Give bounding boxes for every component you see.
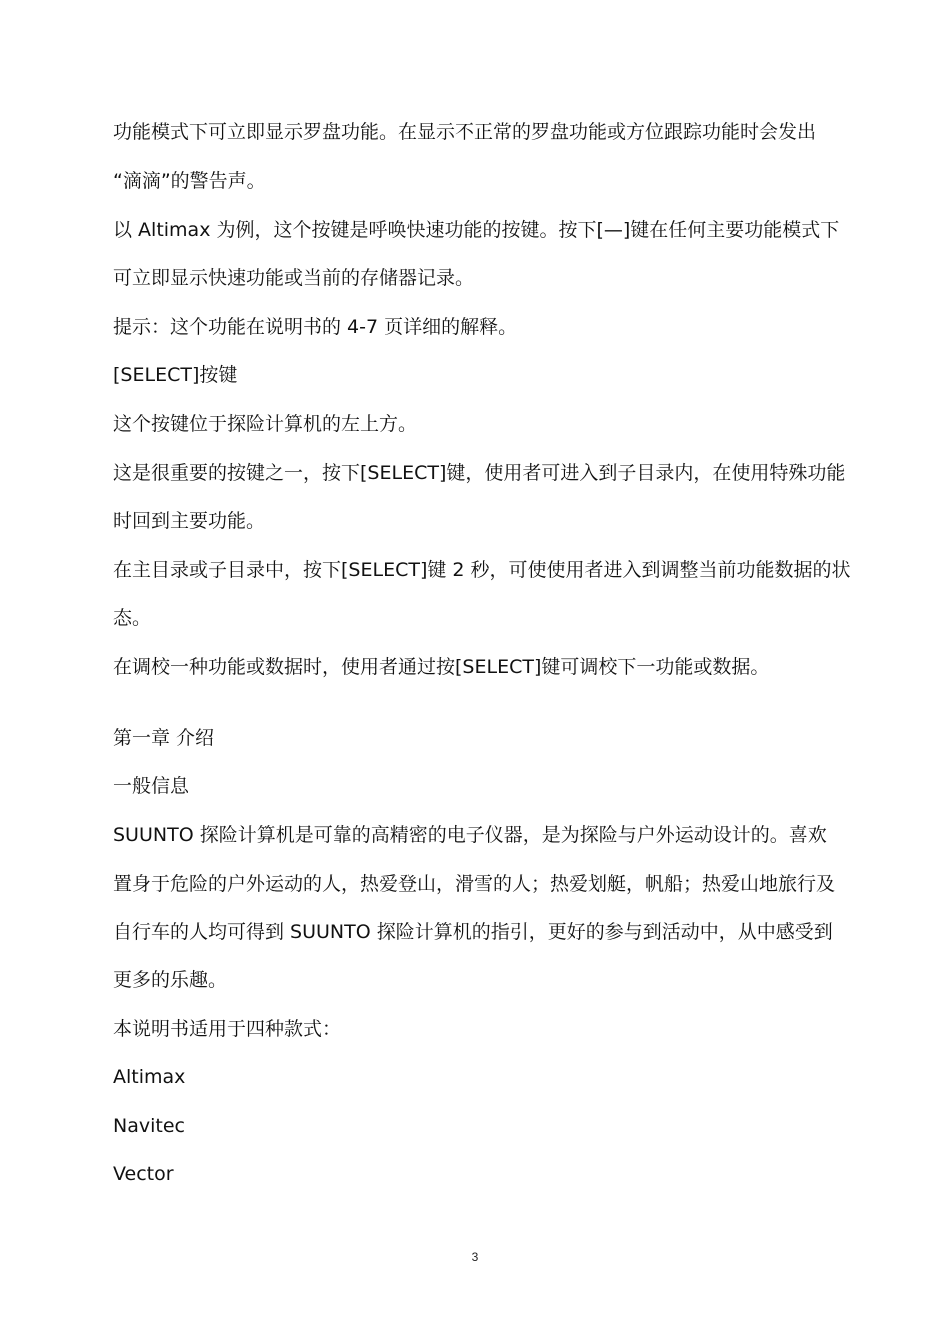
model-list-item: Vector — [113, 1163, 174, 1185]
text-line: 置身于危险的户外运动的人，热爱登山，滑雪的人；热爱划艇，帆船；热爱山地旅行及 — [113, 873, 836, 895]
model-list-item: Altimax — [113, 1066, 186, 1088]
model-list-item: Navitec — [113, 1115, 185, 1137]
text-line: 以 Altimax 为例，这个按键是呼唤快速功能的按键。按下[—]键在任何主要功能模式下 — [113, 219, 840, 241]
text-line: 本说明书适用于四种款式： — [113, 1018, 342, 1040]
text-line: “滴滴”的警告声。 — [113, 170, 266, 192]
page-number: 3 — [471, 1250, 479, 1264]
text-line: 更多的乐趣。 — [113, 969, 228, 991]
section-heading: 一般信息 — [113, 775, 190, 797]
text-line: 功能模式下可立即显示罗盘功能。在显示不正常的罗盘功能或方位跟踪功能时会发出 — [113, 121, 817, 143]
text-line: SUUNTO 探险计算机是可靠的高精密的电子仪器，是为探险与户外运动设计的。喜欢 — [113, 824, 827, 846]
text-line: 提示：这个功能在说明书的 4-7 页详细的解释。 — [113, 316, 518, 338]
section-heading: [SELECT]按键 — [113, 364, 238, 386]
chapter-heading: 第一章 介绍 — [113, 727, 215, 749]
text-line: 时回到主要功能。 — [113, 510, 266, 532]
text-line: 这是很重要的按键之一，按下[SELECT]键，使用者可进入到子目录内，在使用特殊功能 — [113, 462, 846, 484]
text-line: 在主目录或子目录中，按下[SELECT]键 2 秒，可使使用者进入到调整当前功能数据的状 — [113, 559, 851, 581]
text-line: 自行车的人均可得到 SUUNTO 探险计算机的指引，更好的参与到活动中，从中感受到 — [113, 921, 833, 943]
text-line: 这个按键位于探险计算机的左上方。 — [113, 413, 418, 435]
text-line: 在调校一种功能或数据时，使用者通过按[SELECT]键可调校下一功能或数据。 — [113, 656, 770, 678]
text-line: 可立即显示快速功能或当前的存储器记录。 — [113, 267, 475, 289]
text-line: 态。 — [113, 607, 152, 629]
